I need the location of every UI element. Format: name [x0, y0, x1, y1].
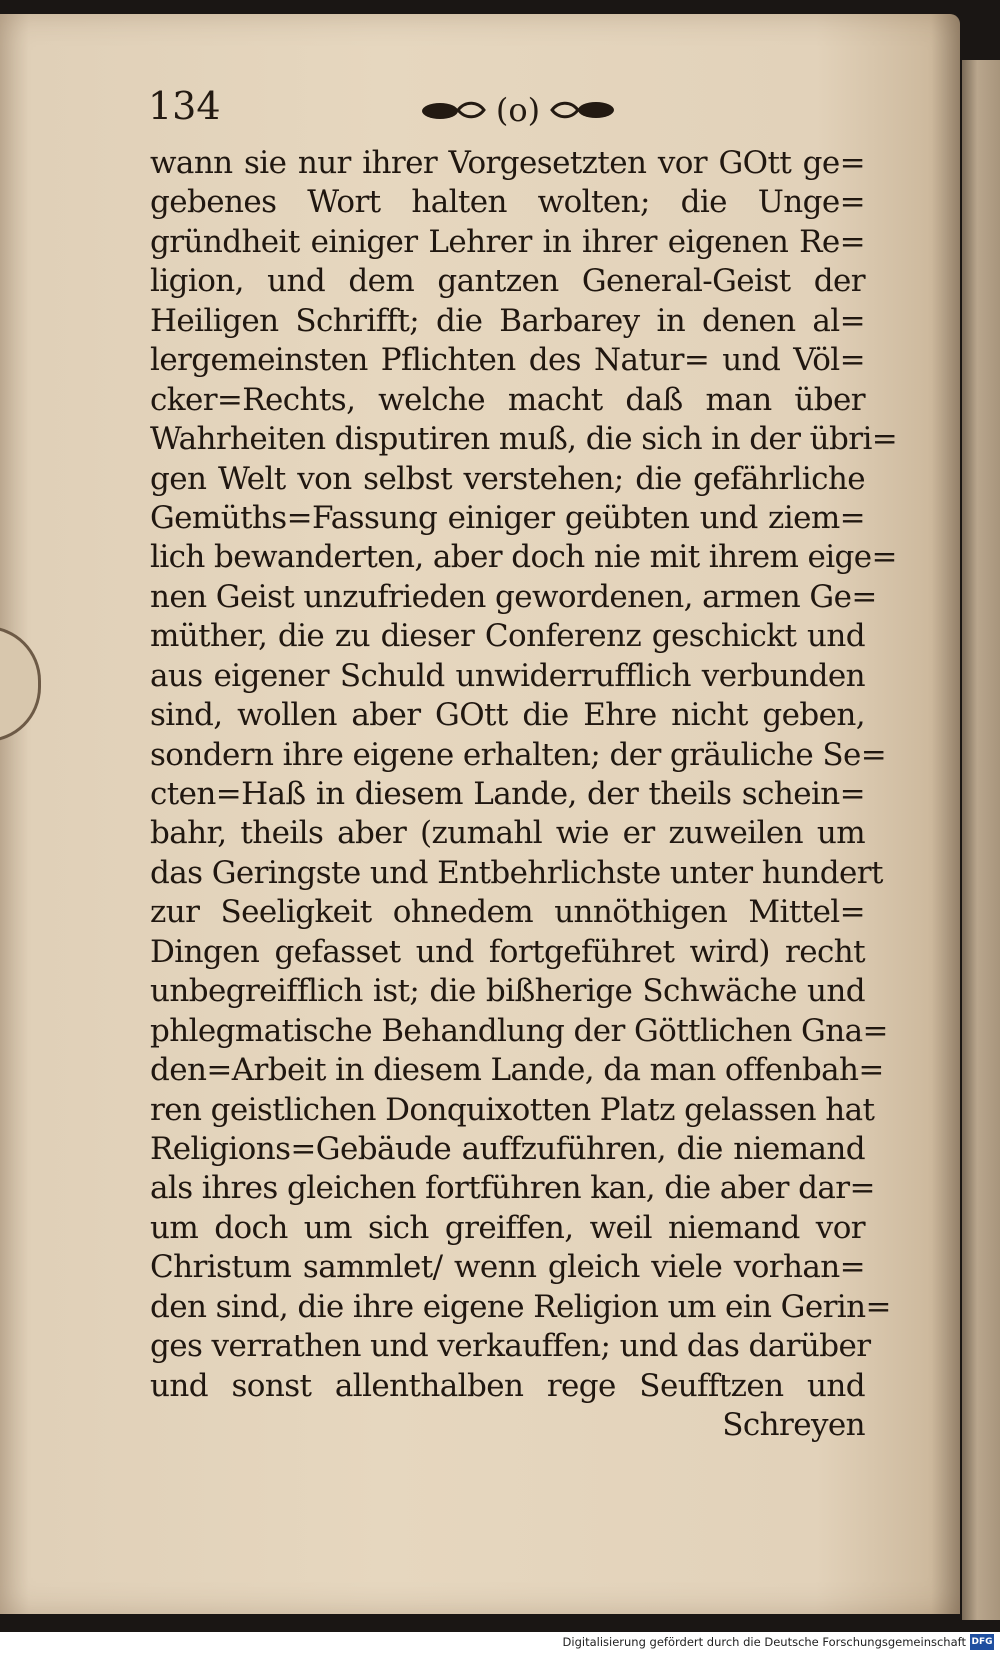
- text-line: phlegmatische Behandlung der Göttlichen Gna=: [150, 1012, 888, 1049]
- text-line: gen Welt von selbst verstehen; die gefährliche: [150, 460, 865, 497]
- text-line: und sonst allenthalben rege Seufftzen und: [150, 1367, 865, 1404]
- text-line: gebenes Wort halten wolten; die Unge=: [150, 184, 865, 221]
- text-line: lergemeinsten Pflichten des Natur= und Völ=: [150, 342, 865, 379]
- text-line: zur Seeligkeit ohnedem unnöthigen Mittel=: [150, 894, 865, 931]
- text-line: Heiligen Schrifft; die Barbarey in denen al=: [150, 302, 865, 339]
- text-line: wann sie nur ihrer Vorgesetzten vor GOtt ge=: [150, 145, 865, 181]
- right-ornament-icon: [548, 98, 618, 122]
- book-page: [0, 14, 960, 1614]
- text-line: um doch um sich greiffen, weil niemand vor: [150, 1209, 865, 1246]
- text-line: ges verrathen und verkauffen; und das darüber: [150, 1328, 871, 1365]
- text-line: sondern ihre eigene erhalten; der gräuliche Se=: [150, 736, 887, 773]
- page-number: 134: [148, 84, 221, 128]
- header-center-text: (o): [495, 91, 541, 129]
- text-line: Gemüths=Fassung einiger geübten und ziem=: [150, 499, 865, 536]
- text-line: den sind, die ihre eigene Religion um ein Gerin=: [150, 1288, 891, 1325]
- funding-credit: Digitalisierung gefördert durch die Deutsche Forschungsgemeinschaft: [562, 1635, 966, 1649]
- text-line: gründheit einiger Lehrer in ihrer eigenen Re=: [150, 223, 865, 260]
- text-line: ren geistlichen Donquixotten Platz gelassen hat: [150, 1091, 875, 1128]
- text-line: ligion, und dem gantzen General-Geist der: [150, 263, 865, 300]
- text-line: aus eigener Schuld unwiderrufflich verbunden: [150, 657, 865, 694]
- digitization-footer: [0, 1632, 1000, 1655]
- text-line: müther, die zu dieser Conferenz geschickt und: [150, 618, 865, 655]
- dfg-logo-icon: DFG: [970, 1634, 994, 1650]
- text-line: Dingen gefasset und fortgeführet wird) recht: [150, 933, 865, 970]
- text-line: lich bewanderten, aber doch nie mit ihrem eige=: [150, 539, 897, 576]
- page-body: [150, 144, 898, 1445]
- adjacent-page-edge: [962, 60, 1000, 1620]
- text-line: den=Arbeit in diesem Lande, da man offenbah=: [150, 1052, 884, 1089]
- text-line: nen Geist unzufrieden gewordenen, armen Ge=: [150, 578, 877, 615]
- text-line: als ihres gleichen fortführen kan, die aber dar=: [150, 1170, 875, 1207]
- text-line: das Geringste und Entbehrlichste unter hundert: [150, 854, 883, 891]
- bookmark-tab: [0, 626, 41, 742]
- page-header: [148, 84, 868, 134]
- text-line: Religions=Gebäude auffzuführen, die niemand: [150, 1130, 865, 1167]
- text-line: Christum sammlet/ wenn gleich viele vorhan=: [150, 1249, 865, 1286]
- text-line: Wahrheiten disputiren muß, die sich in der übri=: [150, 421, 898, 458]
- text-line: cker=Rechts, welche macht daß man über: [150, 381, 865, 418]
- header-ornament: [398, 88, 638, 132]
- catchword: Schreyen: [722, 1407, 865, 1443]
- text-line: bahr, theils aber (zumahl wie er zuweilen um: [150, 815, 865, 852]
- left-ornament-icon: [418, 98, 488, 122]
- text-line: cten=Haß in diesem Lande, der theils schein=: [150, 776, 865, 812]
- text-line: sind, wollen aber GOtt die Ehre nicht geben,: [150, 697, 865, 734]
- text-line: unbegreifflich ist; die bißherige Schwäche und: [150, 973, 865, 1010]
